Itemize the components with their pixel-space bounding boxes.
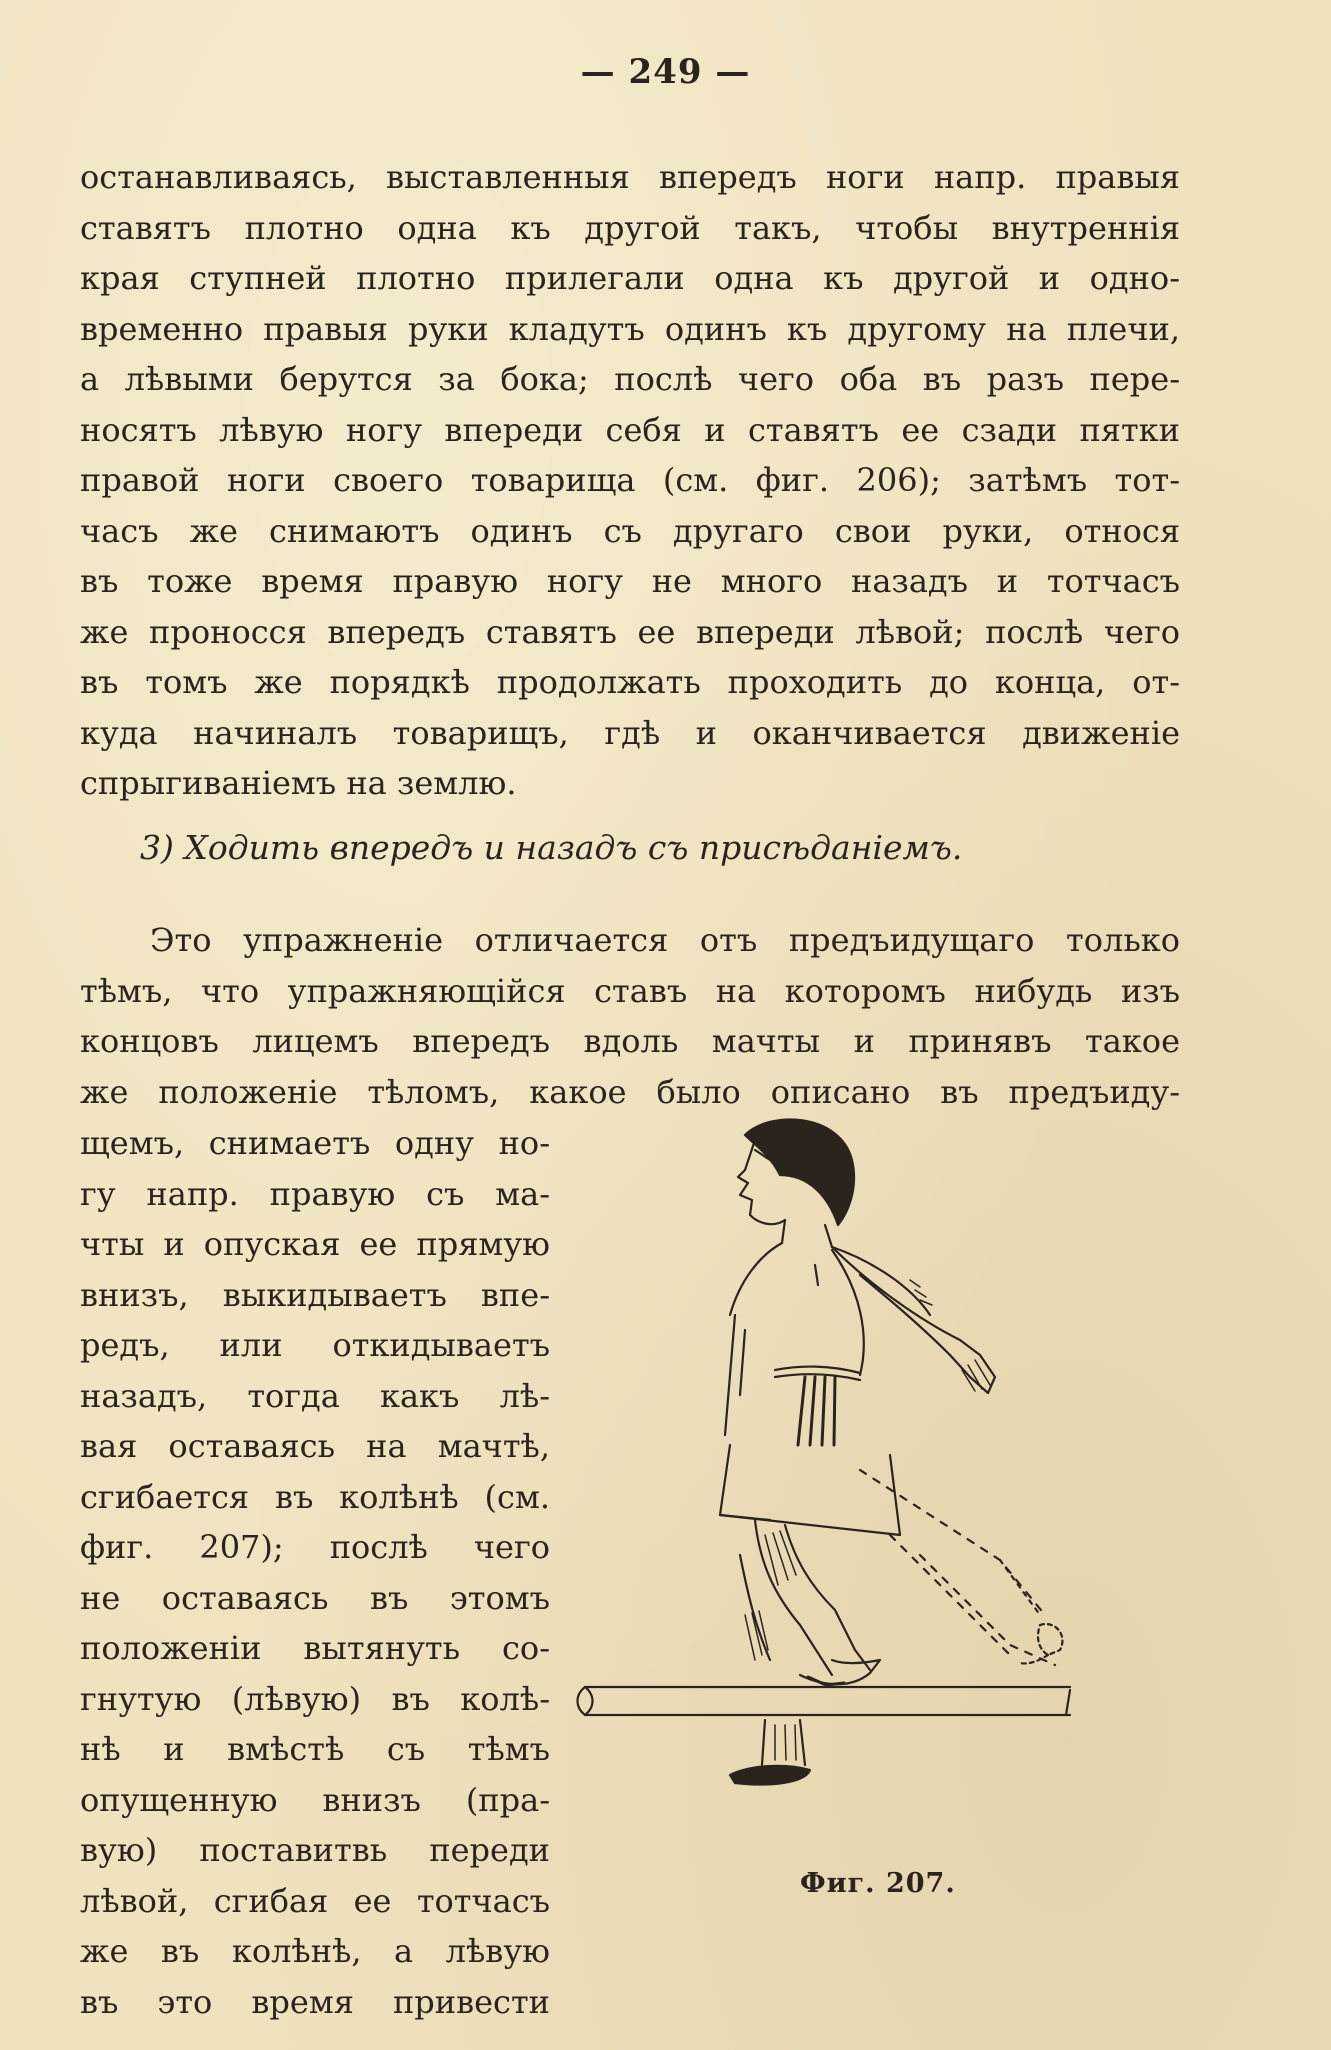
paragraph-2: [80, 915, 1180, 1117]
text-line: редъ, или откидываетъ: [80, 1326, 550, 1364]
paragraph-1: [80, 152, 1180, 809]
text-line: часъ же снимаютъ одинъ съ другаго свои руки, относя: [80, 511, 1180, 550]
text-line: гу напр. правую съ ма-: [80, 1174, 550, 1213]
text-line: нѣ и вмѣстѣ съ тѣмъ: [80, 1730, 550, 1768]
text-line: опущенную внизъ (пра-: [80, 1780, 550, 1819]
text-line: назадъ, тогда какъ лѣ-: [80, 1376, 550, 1415]
text-line: временно правыя руки кладутъ одинъ къ другому на плечи,: [80, 309, 1180, 348]
text-line: положеніи вытянуть со-: [80, 1629, 550, 1667]
text-line: лѣвой, сгибая ее тотчасъ: [80, 1881, 550, 1920]
text-line: же проносся впередъ ставятъ ее впереди лѣвой; послѣ чего: [80, 612, 1180, 651]
text-line: концовъ лицемъ впередъ вдоль мачты и принявъ такое: [80, 1022, 1180, 1060]
text-line: края ступней плотно прилегали одна къ другой и одно-: [80, 259, 1180, 297]
text-line: сгибается въ колѣнѣ (см.: [80, 1477, 550, 1516]
section-heading: 3) Ходить впередъ и назадъ съ присѣданіемъ.: [140, 828, 963, 867]
text-line: Это упражненіе отличается отъ предъидущаго только: [150, 921, 1180, 959]
text-line: фиг. 207); послѣ чего: [80, 1528, 550, 1566]
text-line: спрыгиваніемъ на землю.: [80, 764, 517, 802]
text-line: а лѣвыми берутся за бока; послѣ чего оба въ разъ пере-: [80, 360, 1180, 398]
text-line: же въ колѣнѣ, а лѣвую: [80, 1932, 550, 1970]
text-line: останавливаясь, выставленныя впередъ ноги напр. правыя: [80, 158, 1180, 196]
text-line: вую) поставитвь переди: [80, 1831, 550, 1869]
text-line: не оставаясь въ этомъ: [80, 1578, 550, 1617]
text-line: тѣмъ, что упражняющійся ставъ на которомъ нибудь изъ: [80, 971, 1180, 1010]
text-line: вая оставаясь на мачтѣ,: [80, 1427, 550, 1465]
text-line: правой ноги своего товарища (см. фиг. 206); затѣмъ тот-: [80, 461, 1180, 499]
paragraph-2-narrow-column: [80, 1118, 550, 2027]
text-line: носятъ лѣвую ногу впереди себя и ставятъ ее сзади пятки: [80, 410, 1180, 449]
text-line: ставятъ плотно одна къ другой такъ, чтобы внутреннія: [80, 208, 1180, 247]
page-number: — 249 —: [580, 52, 751, 92]
text-line: щемъ, снимаетъ одну но-: [80, 1124, 550, 1162]
text-line: въ томъ же порядкѣ продолжать проходить до конца, от-: [80, 663, 1180, 701]
text-line: гнутую (лѣвую) въ колѣ-: [80, 1679, 550, 1718]
text-line: въ это время привести: [80, 1982, 550, 2021]
text-line: куда начиналъ товарищъ, гдѣ и оканчивается движеніе: [80, 713, 1180, 752]
figure-caption: Фиг. 207.: [800, 1868, 956, 1899]
text-line: внизъ, выкидываетъ впе-: [80, 1275, 550, 1314]
text-line: же положеніе тѣломъ, какое было описано въ предъиду-: [80, 1072, 1180, 1111]
text-line: чты и опуская ее прямую: [80, 1225, 550, 1263]
figure-207-illustration: [570, 1115, 1130, 1835]
text-line: въ тоже время правую ногу не много назадъ и тотчасъ: [80, 562, 1180, 600]
